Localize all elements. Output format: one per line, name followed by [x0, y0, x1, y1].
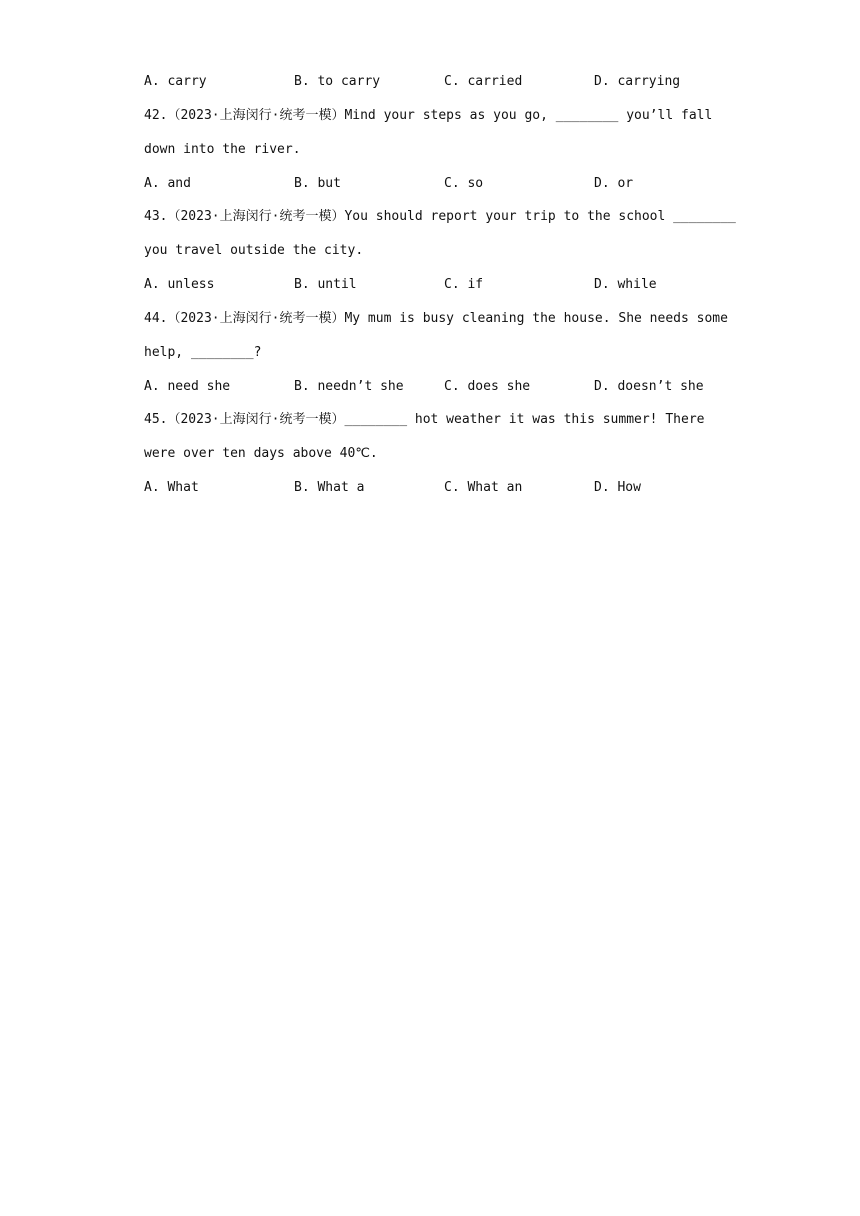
q42-stem-line1: 42.（2023·上海闵行·统考一模）Mind your steps as you go, ________ you’ll fall: [144, 108, 713, 123]
option-d: D. or: [594, 176, 634, 191]
option-d: D. carrying: [594, 74, 681, 89]
option-a: A. need she: [144, 379, 231, 394]
q44-stem-line1: 44.（2023·上海闵行·统考一模）My mum is busy cleaning the house. She needs some: [144, 311, 728, 326]
option-c: C. so: [444, 176, 484, 191]
option-b: B. but: [294, 176, 341, 191]
q45-stem-line1: 45.（2023·上海闵行·统考一模）________ hot weather it was this summer! There: [144, 412, 705, 427]
option-c: C. carried: [444, 74, 523, 89]
option-d: D. How: [594, 480, 641, 495]
option-d: D. doesn’t she: [594, 379, 704, 394]
q42-stem-line2: down into the river.: [144, 142, 301, 157]
q43-options: [144, 275, 724, 295]
option-c: C. What an: [444, 480, 523, 495]
q45-stem-line2: were over ten days above 40℃.: [144, 446, 378, 461]
option-c: C. does she: [444, 379, 531, 394]
option-a: A. unless: [144, 277, 215, 292]
option-a: A. and: [144, 176, 191, 191]
option-c: C. if: [444, 277, 484, 292]
q43-stem-line1: 43.（2023·上海闵行·统考一模）You should report your trip to the school ________: [144, 209, 736, 224]
option-b: B. needn’t she: [294, 379, 404, 394]
option-b: B. until: [294, 277, 357, 292]
q45-options: [144, 478, 724, 498]
option-a: A. carry: [144, 74, 207, 89]
q42-options: [144, 174, 724, 194]
option-b: B. What a: [294, 480, 365, 495]
option-b: B. to carry: [294, 74, 381, 89]
option-a: A. What: [144, 480, 199, 495]
q44-options: [144, 377, 724, 397]
q44-stem-line2: help, ________?: [144, 345, 262, 360]
q41-options: [144, 72, 724, 92]
q43-stem-line2: you travel outside the city.: [144, 243, 364, 258]
option-d: D. while: [594, 277, 657, 292]
